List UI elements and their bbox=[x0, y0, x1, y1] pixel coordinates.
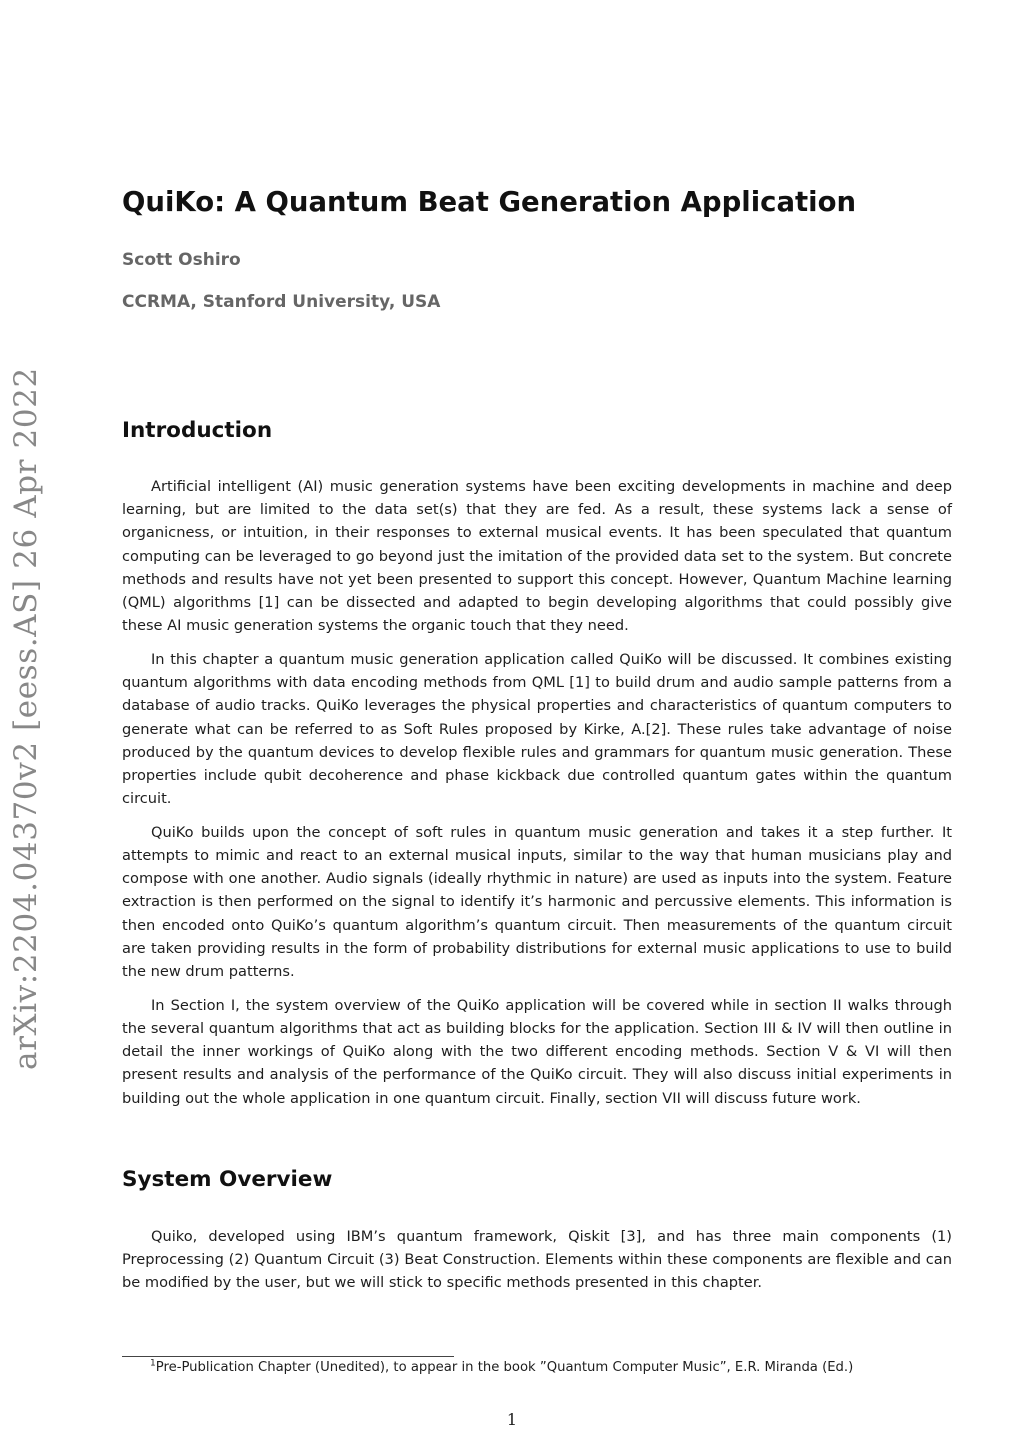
page-number: 1 bbox=[506, 1410, 518, 1429]
section-heading-introduction: Introduction bbox=[122, 418, 273, 443]
paragraph: In Section I, the system overview of the QuiKo application will be covered while in section II walks through the several quantum algorithms that act as building blocks for the application. Section III & IV will then outline in detail the inner workings of QuiKo along with the two different encoding methods. Section V & VI will then present results and analysis of the performance of the QuiKo circuit. They will also discuss initial experiments in building out the whole application in one quantum circuit. Finally, section VII will discuss future work. bbox=[122, 996, 952, 1107]
paper-title: QuiKo: A Quantum Beat Generation Application bbox=[122, 186, 857, 218]
arxiv-identifier: arXiv:2204.04370v2 [eess.AS] 26 Apr 2022 bbox=[8, 367, 44, 1070]
paragraph: QuiKo builds upon the concept of soft rules in quantum music generation and takes it a step further. It attempts to mimic and react to an external musical inputs, similar to the way that human musicians play and compose with one another. Audio signals (ideally rhythmic in nature) are used as inputs into the system. Feature extraction is then performed on the signal to identify it’s harmonic and percussive elements. This information is then encoded onto QuiKo’s quantum algorithm’s quantum circuit. Then measurements of the quantum circuit are taken providing results in the form of probability distributions for external music applications to use to build the new drum patterns. bbox=[122, 823, 952, 981]
paragraph: Quiko, developed using IBM’s quantum framework, Qiskit [3], and has three main components (1) Preprocessing (2) Quantum Circuit (3) Beat Construction. Elements within these components are flexible and can be modified by the user, but we will stick to specific methods presented in this chapter. bbox=[122, 1228, 952, 1292]
footnote bbox=[150, 1360, 853, 1375]
footnote-marker: 1 bbox=[150, 1358, 156, 1369]
footnote-text: Pre-Publication Chapter (Unedited), to appear in the book ”Quantum Computer Music”, E.R. Miranda (Ed.) bbox=[155, 1360, 854, 1375]
paragraph: Artificial intelligent (AI) music generation systems have been exciting developments in machine and deep learning, but are limited to the data set(s) that they are fed. As a result, these systems lack a sense of organicness, or intuition, in their responses to external musical events. It has been speculated that quantum computing can be leveraged to go beyond just the imitation of the provided data set to the system. But concrete methods and results have not yet been presented to support this concept. However, Quantum Machine learning (QML) algorithms [1] can be dissected and adapted to begin developing algorithms that could possibly give these AI music generation systems the organic touch that they need. bbox=[122, 478, 952, 635]
author-affiliation: CCRMA, Stanford University, USA bbox=[122, 292, 441, 312]
section-heading-system-overview: System Overview bbox=[122, 1167, 333, 1192]
author-name: Scott Oshiro bbox=[122, 250, 241, 270]
paragraph: In this chapter a quantum music generation application called QuiKo will be discussed. It combines existing quantum algorithms with data encoding methods from QML [1] to build drum and audio sample patterns from a database of audio tracks. QuiKo leverages the physical properties and characteristics of quantum computers to generate what can be referred to as Soft Rules proposed by Kirke, A.[2]. These rules take advantage of noise produced by the quantum devices to develop flexible rules and grammars for quantum music generation. These properties include qubit decoherence and phase kickback due controlled quantum gates within the quantum circuit. bbox=[122, 650, 952, 808]
footnote-divider bbox=[122, 1356, 454, 1357]
introduction-body bbox=[122, 475, 952, 1110]
system-overview-body bbox=[122, 1225, 952, 1295]
